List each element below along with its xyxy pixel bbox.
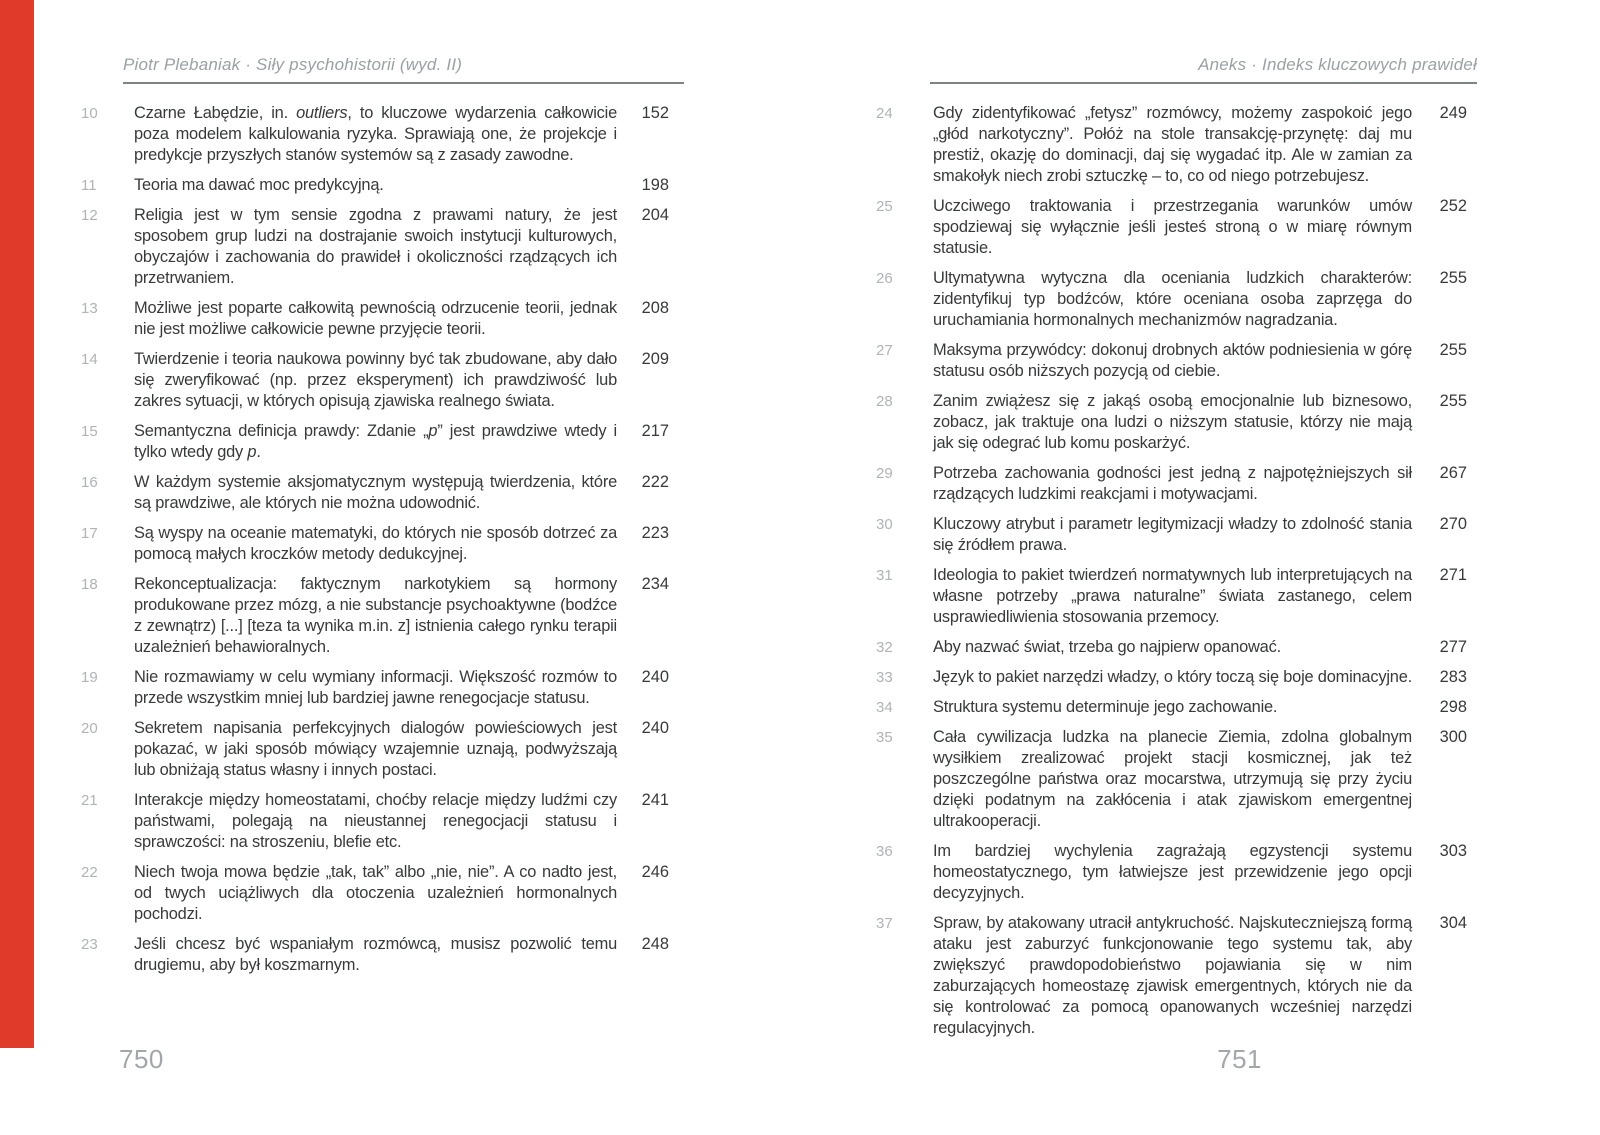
entry-text: Interakcje między homeostatami, choćby relacje między ludźmi czy państwami, polegają na nieustannej renegocjacji statusu i sprawczości: na stroszeniu, blefie etc.	[134, 791, 617, 851]
entry-number: 25	[876, 198, 893, 215]
entry-text: Aby nazwać świat, trzeba go najpierw opanować.	[933, 638, 1281, 656]
index-entry	[81, 298, 669, 340]
entry-number: 23	[81, 936, 98, 953]
entry-number: 12	[81, 207, 98, 224]
entry-page-ref: 283	[1439, 668, 1467, 686]
index-entry	[876, 196, 1467, 259]
entry-number: 33	[876, 669, 893, 686]
entry-text: Maksyma przywódcy: dokonuj drobnych aktów podniesienia w górę statusu osób niższych pozycją od ciebie.	[933, 341, 1412, 380]
entry-text: Nie rozmawiamy w celu wymiany informacji. Większość rozmów to przede wszystkim mniej lub bardziej jawne renegocjacje statusu.	[134, 668, 617, 707]
entry-text: W każdym systemie aksjomatycznym występują twierdzenia, które są prawdziwe, ale których nie można udowodnić.	[134, 473, 617, 512]
index-entry	[876, 268, 1467, 331]
index-entry	[81, 523, 669, 565]
entry-text: Jeśli chcesz być wspaniałym rozmówcą, musisz pozwolić temu drugiemu, aby był koszmarnym.	[134, 935, 617, 974]
entry-text: Twierdzenie i teoria naukowa powinny być tak zbudowane, aby dało się zweryfikować (np. przez eksperyment) ich prawdziwość lub zakres sytuacji, w których opisują zjawiska realnego świata.	[134, 350, 617, 410]
entry-number: 15	[81, 423, 98, 440]
entry-page-ref: 198	[641, 176, 669, 194]
index-entry	[876, 913, 1467, 1039]
entry-page-ref: 240	[641, 668, 669, 686]
entry-number: 21	[81, 792, 98, 809]
entry-page-ref: 255	[1439, 341, 1467, 359]
entry-text: Sekretem napisania perfekcyjnych dialogów powieściowych jest pokazać, w jaki sposób mówiący wzajemnie uznają, podwyższają lub obniżają status własny i innych postaci.	[134, 719, 617, 779]
entry-page-ref: 267	[1439, 464, 1467, 482]
index-entry	[81, 667, 669, 709]
entry-number: 32	[876, 639, 893, 656]
entry-number: 20	[81, 720, 98, 737]
index-entry	[81, 349, 669, 412]
entry-number: 30	[876, 516, 893, 533]
left-running-header-text: Piotr Plebaniak · Siły psychohistorii (wyd. II)	[123, 55, 463, 74]
entry-number: 16	[81, 474, 98, 491]
entry-number: 24	[876, 105, 893, 122]
index-entry	[876, 103, 1467, 187]
index-entry	[81, 574, 669, 658]
left-header-rule	[123, 82, 684, 84]
entry-page-ref: 271	[1439, 566, 1467, 584]
entry-text: Potrzeba zachowania godności jest jedną z najpotężniejszych sił rządzących ludzkimi reakcjami i motywacjami.	[933, 464, 1412, 503]
entry-text: Struktura systemu determinuje jego zachowanie.	[933, 698, 1278, 716]
index-entry	[876, 637, 1467, 658]
index-entry	[81, 103, 669, 166]
entry-text: Teoria ma dawać moc predykcyjną.	[134, 176, 384, 194]
entry-page-ref: 246	[641, 863, 669, 881]
right-index-entries	[876, 103, 1467, 1048]
entry-text: Zanim zwiążesz się z jakąś osobą emocjonalnie lub biznesowo, zobacz, jak traktuje ona ludzi o niższym statusie, którzy nie mają jak się odegrać lub komu poskarżyć.	[933, 392, 1412, 452]
entry-number: 14	[81, 351, 98, 368]
entry-number: 27	[876, 342, 893, 359]
entry-number: 19	[81, 669, 98, 686]
entry-number: 26	[876, 270, 893, 287]
index-entry	[876, 841, 1467, 904]
entry-number: 17	[81, 525, 98, 542]
index-entry	[81, 862, 669, 925]
index-entry	[81, 472, 669, 514]
left-page-number: 750	[119, 1044, 164, 1074]
entry-text: Rekonceptualizacja: faktycznym narkotykiem są hormony produkowane przez mózg, a nie substancje psychoaktywne (bodźce z zewnątrz) [...] [teza ta wynika m.in. z] istnienia całego rynku terapii uzależnień behawioralnych.	[134, 575, 617, 656]
index-entry	[876, 667, 1467, 688]
entry-text: Kluczowy atrybut i parametr legitymizacji władzy to zdolność stania się źródłem prawa.	[933, 515, 1412, 554]
index-entry	[876, 340, 1467, 382]
right-header-rule	[930, 82, 1477, 84]
index-entry	[876, 463, 1467, 505]
entry-page-ref: 249	[1439, 104, 1467, 122]
entry-page-ref: 241	[641, 791, 669, 809]
entry-number: 10	[81, 105, 98, 122]
index-entry	[81, 175, 669, 196]
entry-text: Uczciwego traktowania i przestrzegania warunków umów spodziewaj się wyłącznie jeśli jesteś stroną o w miarę równym statusie.	[933, 197, 1412, 257]
entry-page-ref: 303	[1439, 842, 1467, 860]
index-entry	[876, 565, 1467, 628]
entry-number: 11	[81, 177, 97, 194]
index-entry	[876, 391, 1467, 454]
index-entry	[81, 205, 669, 289]
index-entry	[81, 934, 669, 976]
right-running-header-text: Aneks · Indeks kluczowych prawideł	[1198, 55, 1477, 74]
entry-text: Ideologia to pakiet twierdzeń normatywnych lub interpretujących na własne potrzeby „prawa naturalne” świata zastanego, celem usprawiedliwienia stosowania przemocy.	[933, 566, 1412, 626]
index-entry	[81, 421, 669, 463]
entry-number: 29	[876, 465, 893, 482]
entry-page-ref: 209	[641, 350, 669, 368]
entry-number: 37	[876, 915, 893, 932]
entry-number: 34	[876, 699, 893, 716]
entry-number: 18	[81, 576, 98, 593]
entry-page-ref: 255	[1439, 392, 1467, 410]
entry-page-ref: 277	[1439, 638, 1467, 656]
entry-page-ref: 248	[641, 935, 669, 953]
entry-page-ref: 204	[641, 206, 669, 224]
left-running-header	[123, 54, 684, 84]
entry-page-ref: 223	[641, 524, 669, 542]
entry-text: Język to pakiet narzędzi władzy, o który toczą się boje dominacyjne.	[933, 668, 1412, 686]
entry-number: 28	[876, 393, 893, 410]
entry-text: Czarne Łabędzie, in. outliers, to kluczowe wydarzenia całkowicie poza modelem kalkulowania ryzyka. Sprawiają one, że projekcje i predykcje przyszłych stanów systemów są z zasady zawodne.	[134, 104, 617, 164]
entry-page-ref: 222	[641, 473, 669, 491]
entry-page-ref: 304	[1439, 914, 1467, 932]
entry-page-ref: 270	[1439, 515, 1467, 533]
entry-text: Niech twoja mowa będzie „tak, tak” albo „nie, nie”. A co nadto jest, od twych uciążliwych dla otoczenia uzależnień hormonalnych pochodzi.	[134, 863, 617, 923]
entry-text: Są wyspy na oceanie matematyki, do których nie sposób dotrzeć za pomocą małych kroczków metody dedukcyjnej.	[134, 524, 617, 563]
entry-page-ref: 240	[641, 719, 669, 737]
entry-page-ref: 208	[641, 299, 669, 317]
entry-text: Semantyczna definicja prawdy: Zdanie „p” jest prawdziwe wtedy i tylko wtedy gdy p.	[134, 422, 617, 461]
entry-number: 31	[876, 567, 893, 584]
left-index-entries	[81, 103, 669, 985]
right-running-header	[930, 54, 1477, 84]
entry-number: 35	[876, 729, 893, 746]
entry-text: Cała cywilizacja ludzka na planecie Ziemia, zdolna globalnym wysiłkiem zrealizować projekt stacji kosmicznej, jak też poszczególne państwa oraz mocarstwa, utrzymują się przy życiu dzięki podatnym na zakłócenia i atak zjawiskom emergentnej ultrakooperacji.	[933, 728, 1412, 830]
index-entry	[876, 514, 1467, 556]
entry-page-ref: 252	[1439, 197, 1467, 215]
entry-text: Ultymatywna wytyczna dla oceniania ludzkich charakterów: zidentyfikuj typ bodźców, które oceniana osoba zaprzęga do uruchamiania hormonalnych mechanizmów nagradzania.	[933, 269, 1412, 329]
entry-text: Im bardziej wychylenia zagrażają egzystencji systemu homeostatycznego, tym łatwiejsze jest przewidzenie jego opcji decyzyjnych.	[933, 842, 1412, 902]
entry-number: 36	[876, 843, 893, 860]
index-entry	[81, 718, 669, 781]
index-entry	[876, 697, 1467, 718]
index-entry	[81, 790, 669, 853]
entry-page-ref: 152	[641, 104, 669, 122]
entry-text: Możliwe jest poparte całkowitą pewnością odrzucenie teorii, jednak nie jest możliwe całkowicie pewne przyjęcie teorii.	[134, 299, 617, 338]
page-right	[800, 0, 1600, 1135]
right-page-number: 751	[1217, 1044, 1262, 1074]
entry-page-ref: 234	[641, 575, 669, 593]
entry-page-ref: 255	[1439, 269, 1467, 287]
entry-number: 22	[81, 864, 98, 881]
entry-text: Gdy zidentyfikować „fetysz” rozmówcy, możemy zaspokoić jego „głód narkotyczny”. Połóż na stole transakcję-przynętę: daj mu prestiż, okazję do dominacji, daj się wygadać itp. Ale w zamian za smakołyk niech zrobi sztuczkę – to, co od niego potrzebujesz.	[933, 104, 1412, 185]
entry-text: Religia jest w tym sensie zgodna z prawami natury, że jest sposobem grup ludzi na dostrajanie swoich instytucji kulturowych, obyczajów i zachowania do prawideł i okoliczności rządzących ich przetrwaniem.	[134, 206, 617, 287]
entry-number: 13	[81, 300, 98, 317]
entry-page-ref: 217	[641, 422, 669, 440]
index-entry	[876, 727, 1467, 832]
entry-text: Spraw, by atakowany utracił antykruchość. Najskuteczniejszą formą ataku jest zaburzyć funkcjonowanie tego systemu tak, aby zwiększyć prawdopodobieństwo pojawiania się w nim zaburzających homeostazę zjawisk emergentnych, których nie da się kontrolować za pomocą opanowanych wcześniej narzędzi regulacyjnych.	[933, 914, 1412, 1037]
entry-page-ref: 298	[1439, 698, 1467, 716]
entry-page-ref: 300	[1439, 728, 1467, 746]
